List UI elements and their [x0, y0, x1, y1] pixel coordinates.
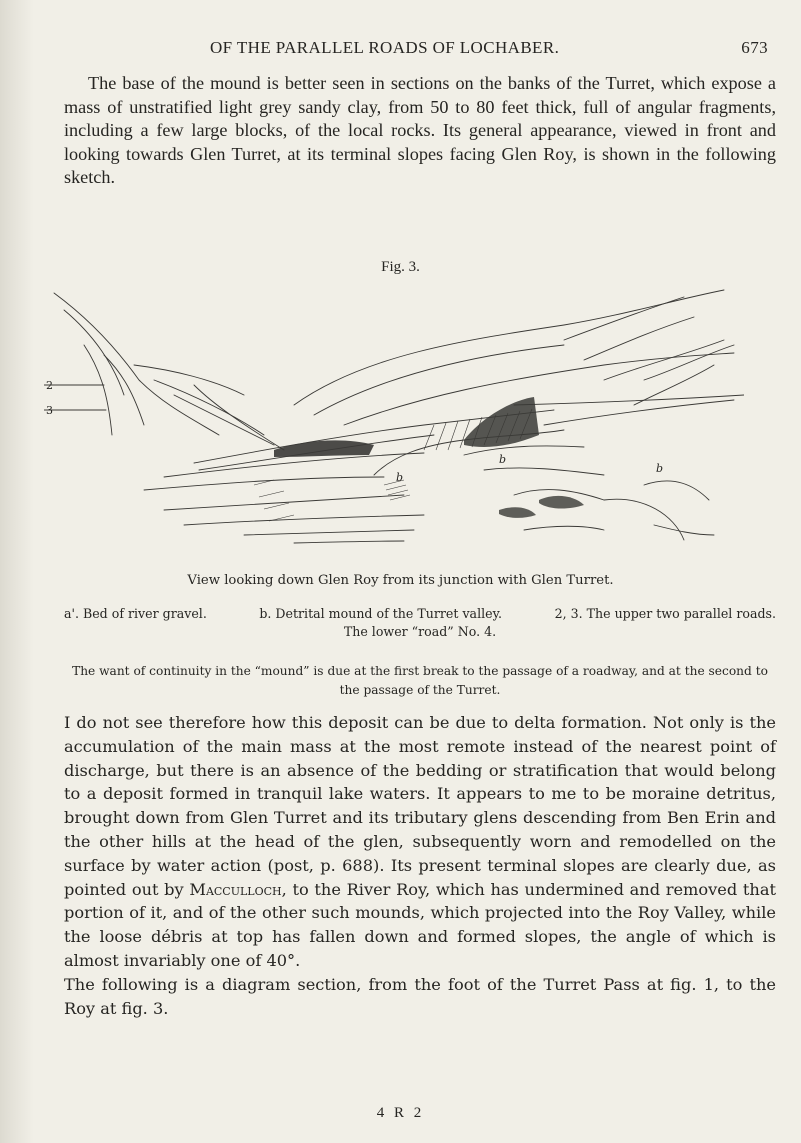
legend-lower-road: The lower “road” No. 4. [343, 624, 497, 639]
figure-marker-b-right: b [656, 462, 664, 475]
intro-paragraph: The base of the mound is better seen in sections on the banks of the Turret, which expose a mass of unstratified light grey sandy clay, from 50 to 80 feet thick, full of angular fragments, including a few large blocks, of the local rocks. Its general appearance, viewed in front and looking towards Glen Turret, at its terminal slopes facing Glen Roy, is shown in the following sketch. [64, 73, 776, 188]
running-header [84, 38, 768, 62]
figure-caption: View looking down Glen Roy from its junction with Glen Turret. [187, 573, 614, 588]
page-number: 673 [741, 38, 768, 57]
paragraph-diagram-section: The following is a diagram section, from the foot of the Turret Pass at fig. 1, to the Roy at fig. 3. [64, 974, 776, 1018]
landscape-sketch [44, 285, 744, 565]
figure-marker-3: 3 [46, 404, 53, 417]
printer-signature: 4 R 2 [376, 1105, 425, 1121]
figure-label: Fig. 3. [381, 259, 420, 275]
running-title: OF THE PARALLEL ROADS OF LOCHABER. [210, 38, 560, 57]
paragraph-text-start: I do not see therefore how this deposit can be due to delta formation. Not only is the accumulation of the main mass at the most remote instead of the nearest point of discharge, but there is an absence of the bedding or stratification that would belong to a deposit formed in tranquil lake waters. It appears to me to be moraine detritus, brought down from Glen Turret and its tributary glens descending from Ben Erin and the other hills at the head of the glen, subsequently worn and remodelled on the surface by water action (post, p. 688). Its present terminal slopes are clearly due, as pointed out by [64, 713, 776, 899]
figure-note: The want of continuity in the “mound” is due at the first break to the passage of a roadway, and at the second to the passage of the Turret. [72, 664, 768, 697]
figure-marker-2: 2 [46, 379, 53, 392]
author-name-macculloch: Macculloch [189, 879, 282, 899]
paragraph-delta-formation [64, 711, 776, 973]
figure-marker-b-center: b [499, 453, 507, 466]
legend-parallel-roads: 2, 3. The upper two parallel roads. [554, 606, 776, 621]
figure-legend [64, 605, 776, 641]
figure-marker-b-left: b [396, 471, 404, 484]
paragraph-text-end: , to the River Roy, which has undermined and removed that portion of it, and of the other such mounds, which projected into the Roy Valley, while the loose débris at top has fallen down and formed slopes, the angle of which is almost invariably one of 40°. [64, 879, 776, 970]
main-text [64, 711, 776, 1020]
legend-detrital-mound: b. Detrital mound of the Turret valley. [259, 606, 503, 621]
legend-river-gravel: a'. Bed of river gravel. [64, 606, 207, 621]
page-gutter-shadow [0, 0, 34, 1143]
